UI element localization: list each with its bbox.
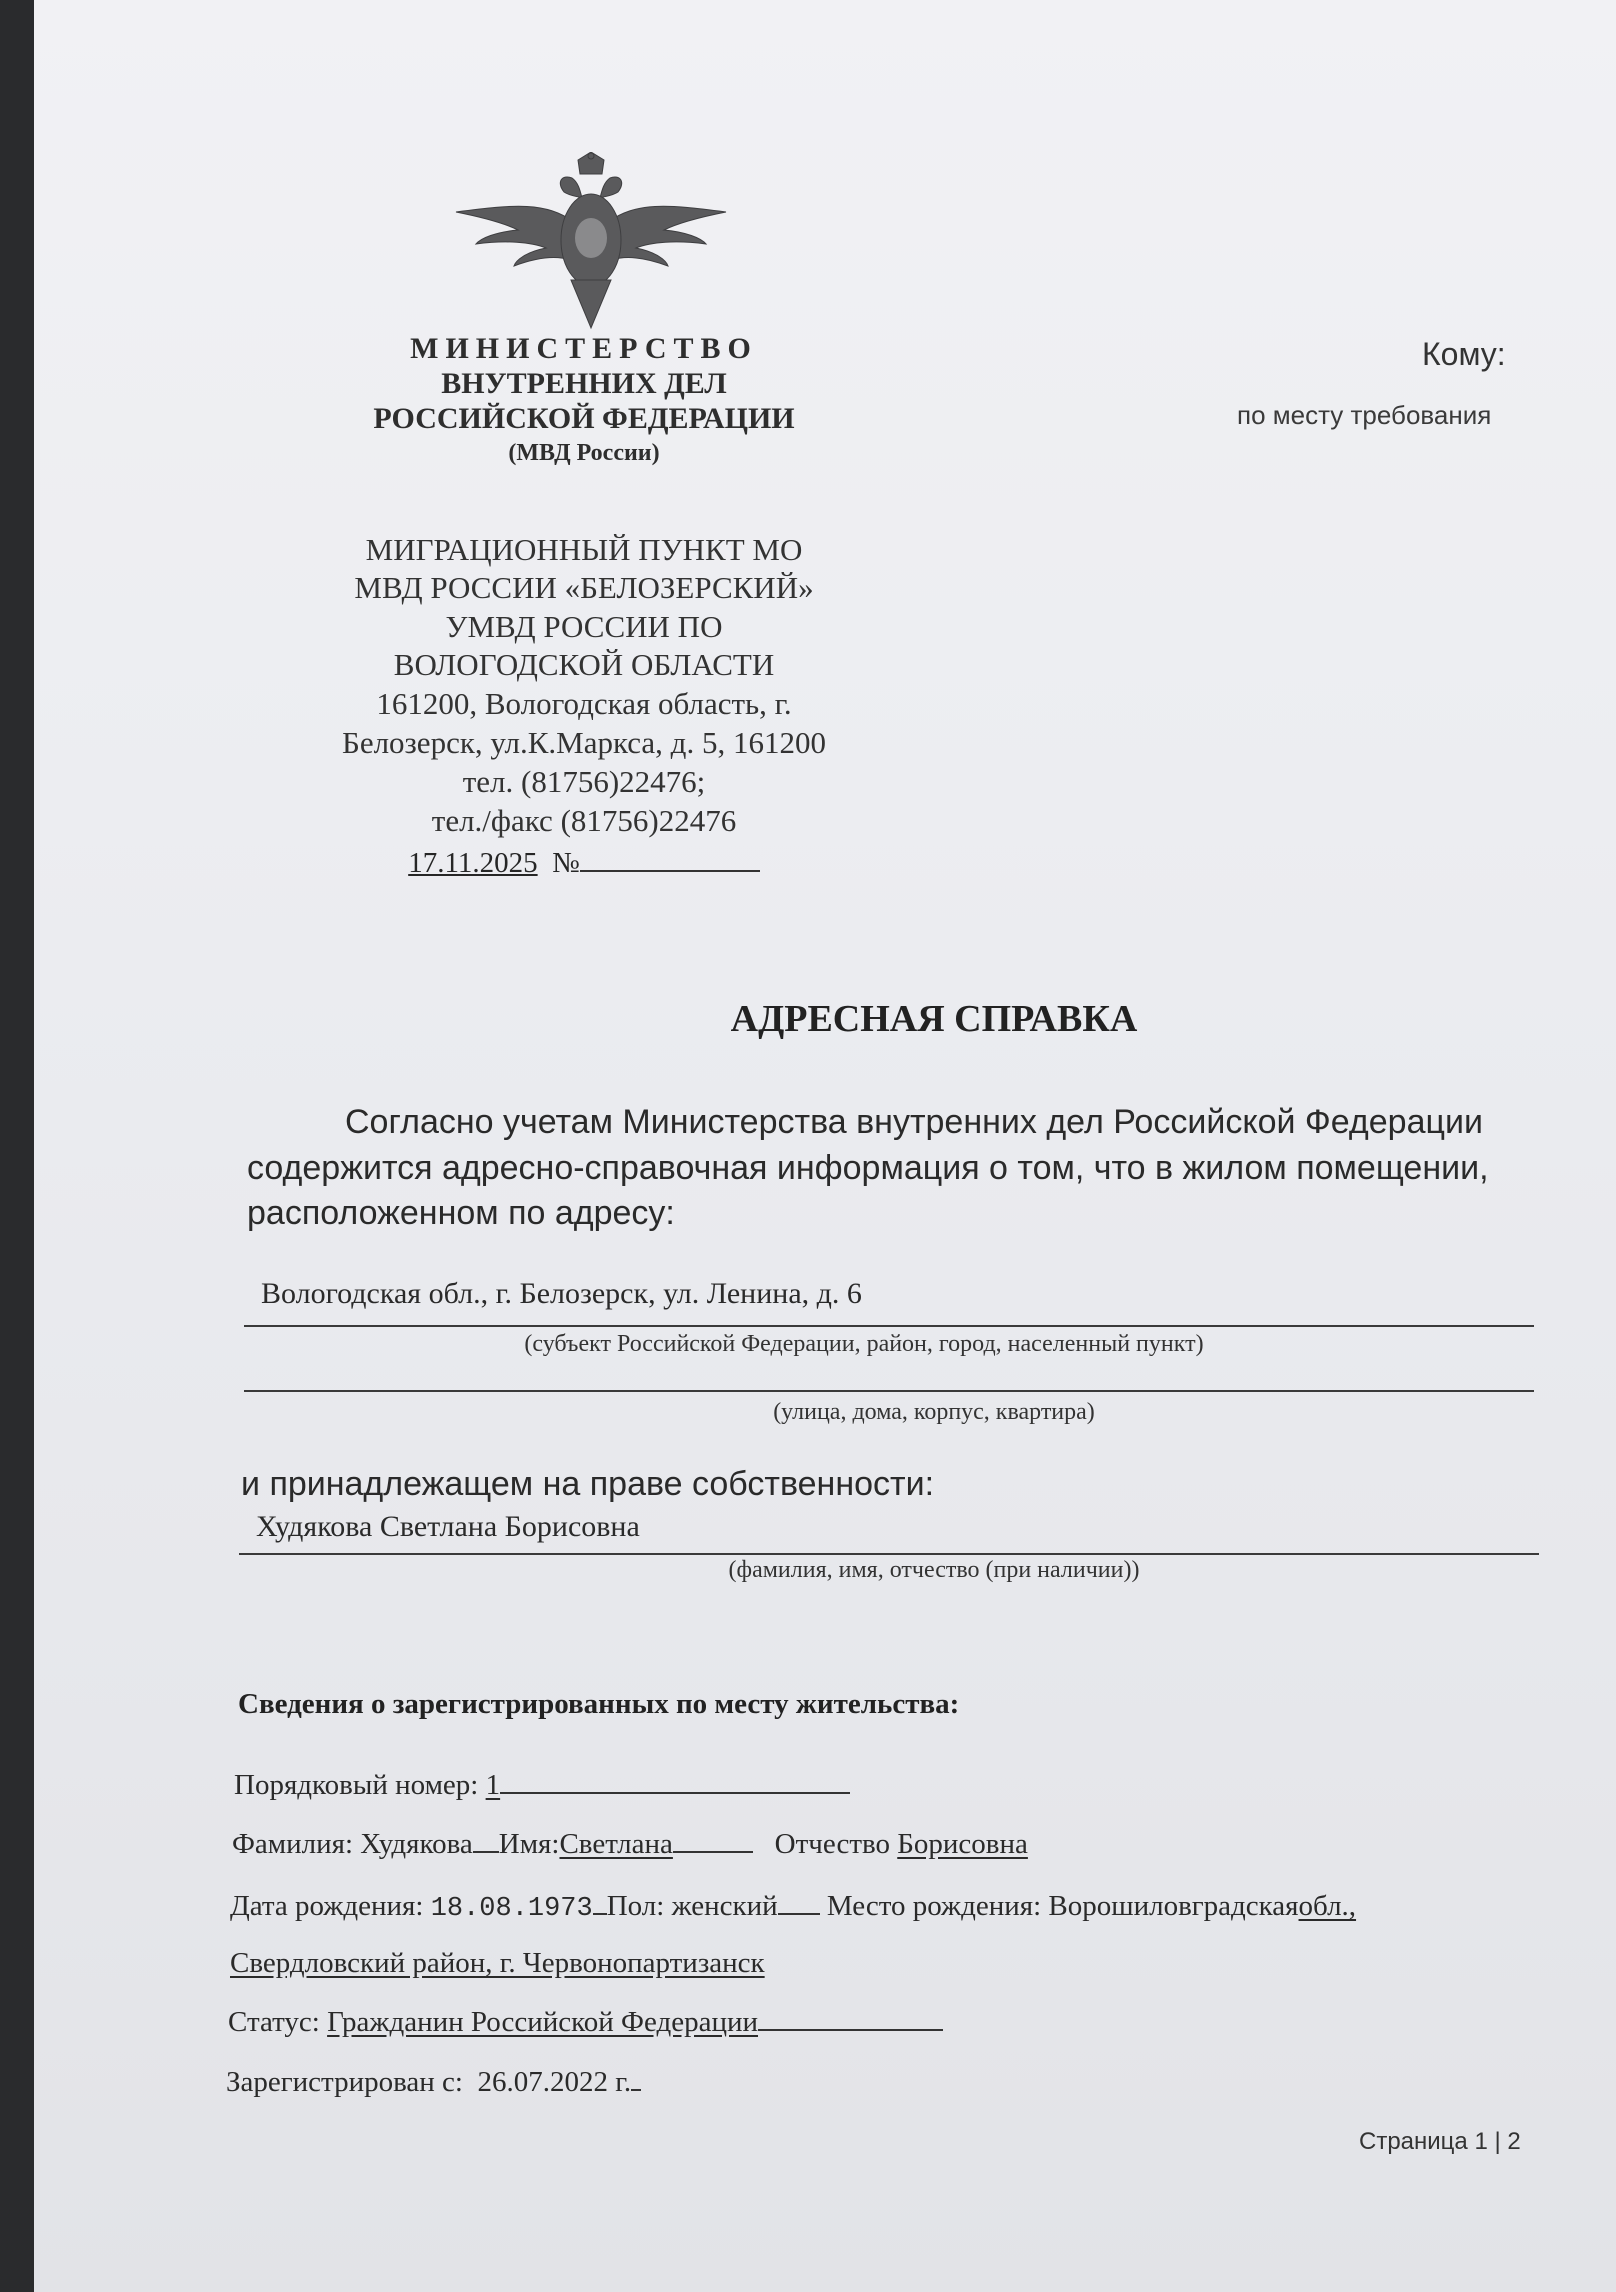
order-value: 1 bbox=[485, 1769, 501, 1801]
sex-value: женский bbox=[671, 1890, 778, 1922]
sex-blank bbox=[778, 1889, 820, 1915]
surname-blank bbox=[473, 1827, 499, 1853]
name-blank bbox=[673, 1827, 753, 1853]
number-blank bbox=[580, 842, 760, 872]
name-row bbox=[232, 1827, 1028, 1861]
surname-label: Фамилия: bbox=[232, 1828, 354, 1860]
address-line1 bbox=[244, 1325, 1534, 1327]
dept-address-line: 161200, Вологодская область, г. bbox=[376, 686, 792, 721]
address-caption2: (улица, дома, корпус, квартира) bbox=[773, 1399, 1095, 1425]
since-blank bbox=[631, 2065, 641, 2091]
page-number: Страница 1 | 2 bbox=[1359, 2128, 1521, 2155]
patronymic-value: Борисовна bbox=[897, 1828, 1028, 1860]
since-row bbox=[226, 2065, 641, 2099]
birth-row bbox=[230, 1889, 1356, 1924]
ministry-name-line2: ВНУТРЕННИХ ДЕЛ bbox=[441, 367, 727, 400]
status-row bbox=[228, 2005, 943, 2039]
recipient-label: Кому: bbox=[1422, 336, 1506, 372]
ministry-name-line1: МИНИСТЕРСТВО bbox=[410, 332, 758, 365]
dept-address-line: Белозерск, ул.К.Маркса, д. 5, 161200 bbox=[342, 725, 826, 760]
birthplace-value3: Свердловский район, г. Червонопартизанск bbox=[230, 1947, 765, 1979]
dob-blank bbox=[593, 1889, 607, 1915]
owner-label: и принадлежащем на праве собственности: bbox=[241, 1465, 935, 1503]
dept-line: УМВД РОССИИ ПО bbox=[445, 609, 723, 644]
address-value: Вологодская обл., г. Белозерск, ул. Ленина, д. 6 bbox=[261, 1277, 862, 1310]
patronymic-label: Отчество bbox=[774, 1828, 890, 1860]
status-label: Статус: bbox=[228, 2006, 320, 2038]
dept-phone-line: тел. (81756)22476; bbox=[462, 764, 706, 799]
ministry-name-line3: РОССИЙСКОЙ ФЕДЕРАЦИИ bbox=[373, 402, 795, 435]
owner-caption: (фамилия, имя, отчество (при наличии)) bbox=[728, 1557, 1140, 1583]
status-blank bbox=[758, 2005, 943, 2031]
document-title: АДРЕСНАЯ СПРАВКА bbox=[730, 998, 1138, 1040]
intro-line2: содержится адресно-справочная информация о том, что в жилом помещении, bbox=[247, 1149, 1489, 1187]
owner-line bbox=[239, 1553, 1539, 1555]
eagle-emblem-icon bbox=[446, 152, 736, 332]
registered-heading: Сведения о зарегистрированных по месту жительства: bbox=[238, 1688, 960, 1720]
document-date: 17.11.2025 bbox=[408, 847, 538, 879]
address-line2 bbox=[244, 1390, 1534, 1392]
since-label: Зарегистрирован с: bbox=[226, 2066, 463, 2098]
name-label: Имя: bbox=[498, 1828, 560, 1860]
sex-label: Пол: bbox=[606, 1890, 665, 1922]
birthplace-value1: Ворошиловградская bbox=[1048, 1890, 1299, 1922]
dept-line: МИГРАЦИОННЫЙ ПУНКТ МО bbox=[365, 532, 803, 567]
date-number-line bbox=[234, 842, 934, 880]
owner-value: Худякова Светлана Борисовна bbox=[256, 1510, 640, 1543]
name-value: Светлана bbox=[559, 1828, 673, 1860]
birthplace-label: Место рождения: bbox=[826, 1890, 1042, 1922]
dob-label: Дата рождения: bbox=[230, 1890, 424, 1922]
ministry-abbreviation: (МВД России) bbox=[508, 440, 660, 466]
dept-fax-line: тел./факс (81756)22476 bbox=[431, 803, 737, 838]
birthplace-value2: обл., bbox=[1298, 1890, 1357, 1922]
dob-value: 18.08.1973 bbox=[430, 1894, 593, 1924]
dept-line: ВОЛОГОДСКОЙ ОБЛАСТИ bbox=[393, 647, 775, 682]
intro-line1: Согласно учетам Министерства внутренних дел Российской Федерации bbox=[345, 1103, 1483, 1141]
address-caption1: (субъект Российской Федерации, район, город, населенный пункт) bbox=[524, 1331, 1204, 1357]
since-value: 26.07.2022 г. bbox=[477, 2066, 632, 2098]
recipient-value: по месту требования bbox=[1237, 400, 1492, 430]
intro-line3: расположенном по адресу: bbox=[247, 1194, 675, 1232]
status-value: Гражданин Российской Федерации bbox=[327, 2006, 759, 2038]
document-page bbox=[34, 0, 1616, 2292]
order-row bbox=[234, 1768, 850, 1802]
order-blank bbox=[500, 1768, 850, 1794]
number-label: № bbox=[552, 847, 580, 879]
order-label: Порядковый номер: bbox=[234, 1769, 479, 1801]
surname-value: Худякова bbox=[360, 1828, 473, 1860]
dept-line: МВД РОССИИ «БЕЛОЗЕРСКИЙ» bbox=[354, 570, 814, 605]
